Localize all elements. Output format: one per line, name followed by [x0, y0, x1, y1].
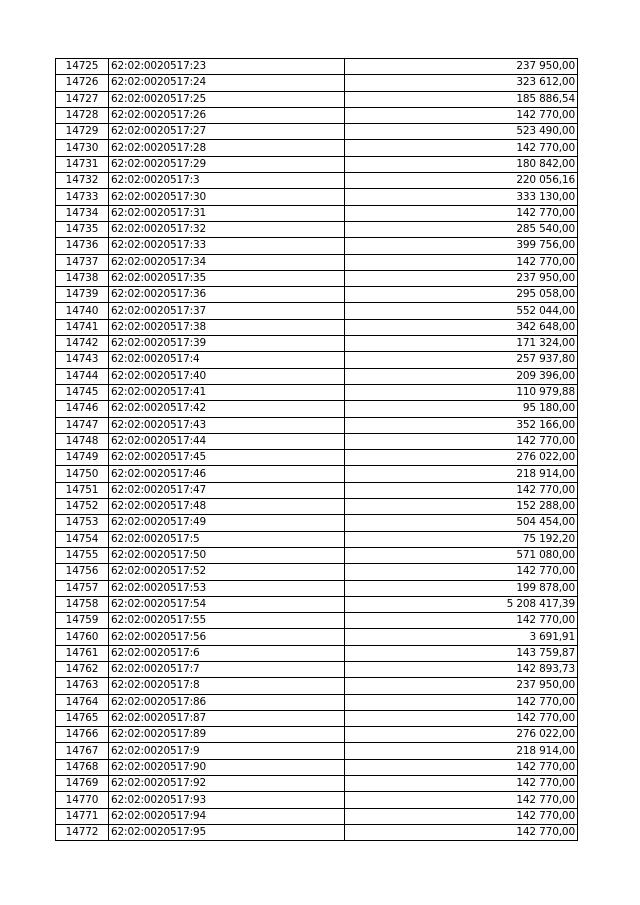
- table-row: [56, 824, 578, 840]
- value-cell: 199 878,00: [345, 580, 578, 596]
- table-row: [56, 254, 578, 270]
- value-cell: 209 396,00: [345, 368, 578, 384]
- cadastral-number-cell: 62:02:0020517:4: [109, 352, 345, 368]
- row-number-cell: 14749: [56, 450, 109, 466]
- cadastral-number-cell: 62:02:0020517:35: [109, 270, 345, 286]
- table-row: [56, 547, 578, 563]
- table-row: [56, 189, 578, 205]
- row-number-cell: 14735: [56, 221, 109, 237]
- table-row: [56, 661, 578, 677]
- table-row: [56, 645, 578, 661]
- cadastral-number-cell: 62:02:0020517:3: [109, 173, 345, 189]
- value-cell: 142 770,00: [345, 808, 578, 824]
- table-row: [56, 91, 578, 107]
- row-number-cell: 14752: [56, 499, 109, 515]
- row-number-cell: 14743: [56, 352, 109, 368]
- table-row: [56, 433, 578, 449]
- value-cell: 152 288,00: [345, 499, 578, 515]
- row-number-cell: 14754: [56, 531, 109, 547]
- table-row: [56, 59, 578, 75]
- value-cell: 110 979,88: [345, 384, 578, 400]
- cadastral-number-cell: 62:02:0020517:44: [109, 433, 345, 449]
- table-row: [56, 580, 578, 596]
- value-cell: 180 842,00: [345, 156, 578, 172]
- row-number-cell: 14769: [56, 776, 109, 792]
- value-cell: 142 770,00: [345, 564, 578, 580]
- cadastral-number-cell: 62:02:0020517:48: [109, 499, 345, 515]
- value-cell: 552 044,00: [345, 303, 578, 319]
- cadastral-number-cell: 62:02:0020517:41: [109, 384, 345, 400]
- value-cell: 142 770,00: [345, 205, 578, 221]
- table-row: [56, 417, 578, 433]
- table-row: [56, 776, 578, 792]
- value-cell: 142 770,00: [345, 433, 578, 449]
- value-cell: 142 770,00: [345, 759, 578, 775]
- value-cell: 295 058,00: [345, 287, 578, 303]
- row-number-cell: 14730: [56, 140, 109, 156]
- row-number-cell: 14748: [56, 433, 109, 449]
- value-cell: 218 914,00: [345, 743, 578, 759]
- row-number-cell: 14731: [56, 156, 109, 172]
- row-number-cell: 14725: [56, 59, 109, 75]
- cadastral-number-cell: 62:02:0020517:90: [109, 759, 345, 775]
- row-number-cell: 14733: [56, 189, 109, 205]
- table-row: [56, 629, 578, 645]
- value-cell: 142 770,00: [345, 824, 578, 840]
- cadastral-number-cell: 62:02:0020517:93: [109, 792, 345, 808]
- value-cell: 257 937,80: [345, 352, 578, 368]
- row-number-cell: 14745: [56, 384, 109, 400]
- table-row: [56, 352, 578, 368]
- value-cell: 142 770,00: [345, 107, 578, 123]
- table-row: [56, 710, 578, 726]
- value-cell: 185 886,54: [345, 91, 578, 107]
- table-row: [56, 124, 578, 140]
- cadastral-number-cell: 62:02:0020517:94: [109, 808, 345, 824]
- table-row: [56, 727, 578, 743]
- cadastral-number-cell: 62:02:0020517:34: [109, 254, 345, 270]
- value-cell: 142 770,00: [345, 710, 578, 726]
- cadastral-number-cell: 62:02:0020517:25: [109, 91, 345, 107]
- cadastral-number-cell: 62:02:0020517:92: [109, 776, 345, 792]
- cadastral-number-cell: 62:02:0020517:55: [109, 613, 345, 629]
- value-cell: 143 759,87: [345, 645, 578, 661]
- value-cell: 142 770,00: [345, 482, 578, 498]
- value-cell: 276 022,00: [345, 727, 578, 743]
- row-number-cell: 14737: [56, 254, 109, 270]
- row-number-cell: 14762: [56, 661, 109, 677]
- value-cell: 142 770,00: [345, 254, 578, 270]
- table-row: [56, 531, 578, 547]
- value-cell: 285 540,00: [345, 221, 578, 237]
- row-number-cell: 14763: [56, 678, 109, 694]
- row-number-cell: 14760: [56, 629, 109, 645]
- row-number-cell: 14770: [56, 792, 109, 808]
- row-number-cell: 14739: [56, 287, 109, 303]
- row-number-cell: 14742: [56, 336, 109, 352]
- cadastral-number-cell: 62:02:0020517:52: [109, 564, 345, 580]
- cadastral-number-cell: 62:02:0020517:37: [109, 303, 345, 319]
- cadastral-number-cell: 62:02:0020517:31: [109, 205, 345, 221]
- row-number-cell: 14753: [56, 515, 109, 531]
- table-row: [56, 564, 578, 580]
- cadastral-number-cell: 62:02:0020517:32: [109, 221, 345, 237]
- value-cell: 218 914,00: [345, 466, 578, 482]
- cadastral-number-cell: 62:02:0020517:9: [109, 743, 345, 759]
- table-row: [56, 694, 578, 710]
- row-number-cell: 14767: [56, 743, 109, 759]
- cadastral-number-cell: 62:02:0020517:43: [109, 417, 345, 433]
- cadastral-number-cell: 62:02:0020517:89: [109, 727, 345, 743]
- cadastral-number-cell: 62:02:0020517:29: [109, 156, 345, 172]
- table-row: [56, 515, 578, 531]
- row-number-cell: 14738: [56, 270, 109, 286]
- row-number-cell: 14727: [56, 91, 109, 107]
- value-cell: 571 080,00: [345, 547, 578, 563]
- table-row: [56, 319, 578, 335]
- cadastral-number-cell: 62:02:0020517:47: [109, 482, 345, 498]
- table-row: [56, 368, 578, 384]
- value-cell: 399 756,00: [345, 238, 578, 254]
- value-cell: 142 770,00: [345, 792, 578, 808]
- table-row: [56, 287, 578, 303]
- row-number-cell: 14734: [56, 205, 109, 221]
- value-cell: 333 130,00: [345, 189, 578, 205]
- row-number-cell: 14751: [56, 482, 109, 498]
- row-number-cell: 14729: [56, 124, 109, 140]
- value-cell: 523 490,00: [345, 124, 578, 140]
- cadastral-number-cell: 62:02:0020517:40: [109, 368, 345, 384]
- value-cell: 237 950,00: [345, 678, 578, 694]
- table-row: [56, 466, 578, 482]
- row-number-cell: 14759: [56, 613, 109, 629]
- row-number-cell: 14750: [56, 466, 109, 482]
- cadastral-number-cell: 62:02:0020517:42: [109, 401, 345, 417]
- table-row: [56, 792, 578, 808]
- row-number-cell: 14747: [56, 417, 109, 433]
- cadastral-number-cell: 62:02:0020517:26: [109, 107, 345, 123]
- row-number-cell: 14765: [56, 710, 109, 726]
- row-number-cell: 14772: [56, 824, 109, 840]
- table-row: [56, 156, 578, 172]
- cadastral-number-cell: 62:02:0020517:56: [109, 629, 345, 645]
- table-row: [56, 596, 578, 612]
- value-cell: 142 770,00: [345, 776, 578, 792]
- row-number-cell: 14728: [56, 107, 109, 123]
- value-cell: 237 950,00: [345, 270, 578, 286]
- table-row: [56, 238, 578, 254]
- value-cell: 323 612,00: [345, 75, 578, 91]
- cadastral-number-cell: 62:02:0020517:36: [109, 287, 345, 303]
- row-number-cell: 14771: [56, 808, 109, 824]
- value-cell: 352 166,00: [345, 417, 578, 433]
- row-number-cell: 14757: [56, 580, 109, 596]
- value-cell: 142 770,00: [345, 140, 578, 156]
- row-number-cell: 14756: [56, 564, 109, 580]
- table-row: [56, 401, 578, 417]
- row-number-cell: 14746: [56, 401, 109, 417]
- table-row: [56, 75, 578, 91]
- cadastral-number-cell: 62:02:0020517:38: [109, 319, 345, 335]
- row-number-cell: 14732: [56, 173, 109, 189]
- cadastral-number-cell: 62:02:0020517:28: [109, 140, 345, 156]
- cadastral-number-cell: 62:02:0020517:8: [109, 678, 345, 694]
- row-number-cell: 14736: [56, 238, 109, 254]
- row-number-cell: 14755: [56, 547, 109, 563]
- value-cell: 95 180,00: [345, 401, 578, 417]
- row-number-cell: 14768: [56, 759, 109, 775]
- table-row: [56, 759, 578, 775]
- row-number-cell: 14744: [56, 368, 109, 384]
- value-cell: 3 691,91: [345, 629, 578, 645]
- cadastral-number-cell: 62:02:0020517:53: [109, 580, 345, 596]
- cadastral-number-cell: 62:02:0020517:33: [109, 238, 345, 254]
- cadastral-number-cell: 62:02:0020517:95: [109, 824, 345, 840]
- cadastral-number-cell: 62:02:0020517:6: [109, 645, 345, 661]
- value-cell: 142 770,00: [345, 694, 578, 710]
- cadastral-number-cell: 62:02:0020517:45: [109, 450, 345, 466]
- value-cell: 142 770,00: [345, 613, 578, 629]
- table-row: [56, 743, 578, 759]
- table-row: [56, 336, 578, 352]
- cadastral-number-cell: 62:02:0020517:54: [109, 596, 345, 612]
- table-row: [56, 173, 578, 189]
- table-row: [56, 140, 578, 156]
- table-row: [56, 808, 578, 824]
- cadastral-number-cell: 62:02:0020517:46: [109, 466, 345, 482]
- value-cell: 5 208 417,39: [345, 596, 578, 612]
- table-body: [56, 59, 578, 841]
- table-row: [56, 205, 578, 221]
- table-row: [56, 107, 578, 123]
- row-number-cell: 14758: [56, 596, 109, 612]
- cadastral-number-cell: 62:02:0020517:30: [109, 189, 345, 205]
- table-row: [56, 499, 578, 515]
- value-cell: 220 056,16: [345, 173, 578, 189]
- row-number-cell: 14761: [56, 645, 109, 661]
- cadastral-number-cell: 62:02:0020517:49: [109, 515, 345, 531]
- value-cell: 237 950,00: [345, 59, 578, 75]
- table-row: [56, 450, 578, 466]
- cadastral-number-cell: 62:02:0020517:24: [109, 75, 345, 91]
- value-cell: 142 893,73: [345, 661, 578, 677]
- table-row: [56, 482, 578, 498]
- table-row: [56, 270, 578, 286]
- table-row: [56, 384, 578, 400]
- row-number-cell: 14766: [56, 727, 109, 743]
- table-row: [56, 221, 578, 237]
- table-row: [56, 678, 578, 694]
- value-cell: 75 192,20: [345, 531, 578, 547]
- cadastral-number-cell: 62:02:0020517:7: [109, 661, 345, 677]
- cadastral-number-cell: 62:02:0020517:5: [109, 531, 345, 547]
- cadastral-number-cell: 62:02:0020517:86: [109, 694, 345, 710]
- row-number-cell: 14741: [56, 319, 109, 335]
- cadastral-number-cell: 62:02:0020517:27: [109, 124, 345, 140]
- cadastral-value-table: [55, 58, 578, 841]
- cadastral-number-cell: 62:02:0020517:87: [109, 710, 345, 726]
- table-row: [56, 613, 578, 629]
- value-cell: 171 324,00: [345, 336, 578, 352]
- value-cell: 504 454,00: [345, 515, 578, 531]
- value-cell: 276 022,00: [345, 450, 578, 466]
- cadastral-number-cell: 62:02:0020517:23: [109, 59, 345, 75]
- table-row: [56, 303, 578, 319]
- row-number-cell: 14764: [56, 694, 109, 710]
- cadastral-number-cell: 62:02:0020517:39: [109, 336, 345, 352]
- cadastral-number-cell: 62:02:0020517:50: [109, 547, 345, 563]
- row-number-cell: 14726: [56, 75, 109, 91]
- row-number-cell: 14740: [56, 303, 109, 319]
- value-cell: 342 648,00: [345, 319, 578, 335]
